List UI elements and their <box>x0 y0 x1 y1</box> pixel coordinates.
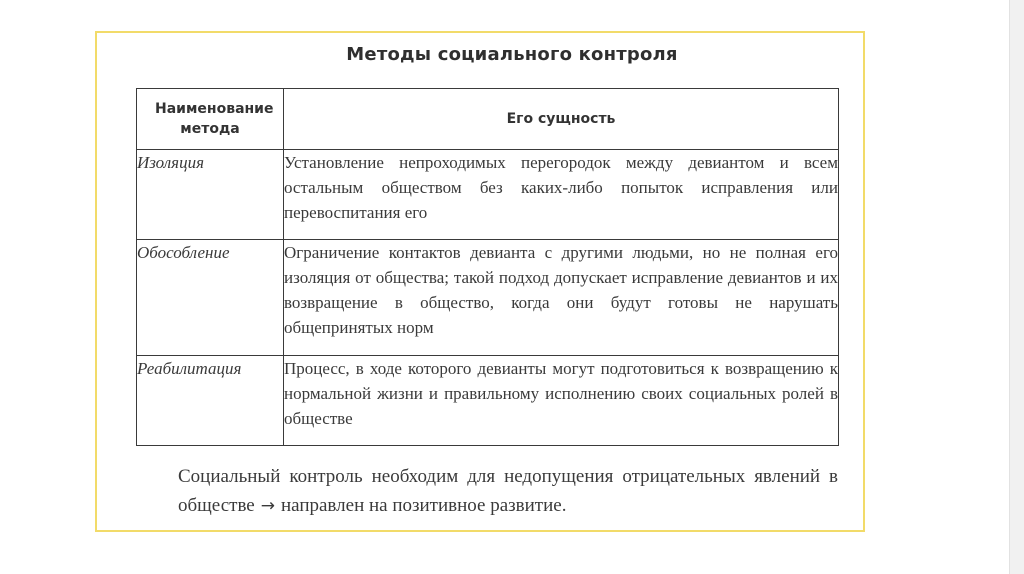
method-essence: Установление непроходимых перегородок между девиантом и всем остальным обществом без каких-либо попыток исправления или перевоспитания его <box>284 150 839 240</box>
method-essence: Процесс, в ходе которого девианты могут подготовиться к возвращению к нормальной жизни и правильному исполнению своих социальных ролей в обществе <box>284 356 839 446</box>
table-row <box>137 150 839 240</box>
method-name: Обособление <box>137 240 284 356</box>
table-header-row <box>137 89 839 150</box>
header-method-label: Наименование метода <box>155 101 274 137</box>
header-method <box>137 89 284 150</box>
conclusion-part-2: направлен на позитивное развитие. <box>280 495 567 516</box>
conclusion-text <box>178 462 838 521</box>
header-essence: Его сущность <box>284 89 839 150</box>
table-row <box>137 240 839 356</box>
conclusion-part-1: Социальный контроль необходим для недопущения отрицательных явлений в обществе <box>178 466 838 516</box>
viewer-edge <box>1009 0 1024 574</box>
slide-title: Методы социального контроля <box>346 44 678 65</box>
method-essence: Ограничение контактов девианта с другими людьми, но не полная его изоляция от общества; такой подход допускает исправление девиантов и их возвращение в общество, когда они будут готовы не нарушать общепринятых норм <box>284 240 839 356</box>
method-name <box>137 356 284 446</box>
method-name-label: Реабилитация <box>137 359 242 378</box>
arrow-right-icon: → <box>260 496 275 516</box>
method-name: Изоляция <box>137 150 284 240</box>
table-row <box>137 356 839 446</box>
methods-table <box>136 88 839 446</box>
